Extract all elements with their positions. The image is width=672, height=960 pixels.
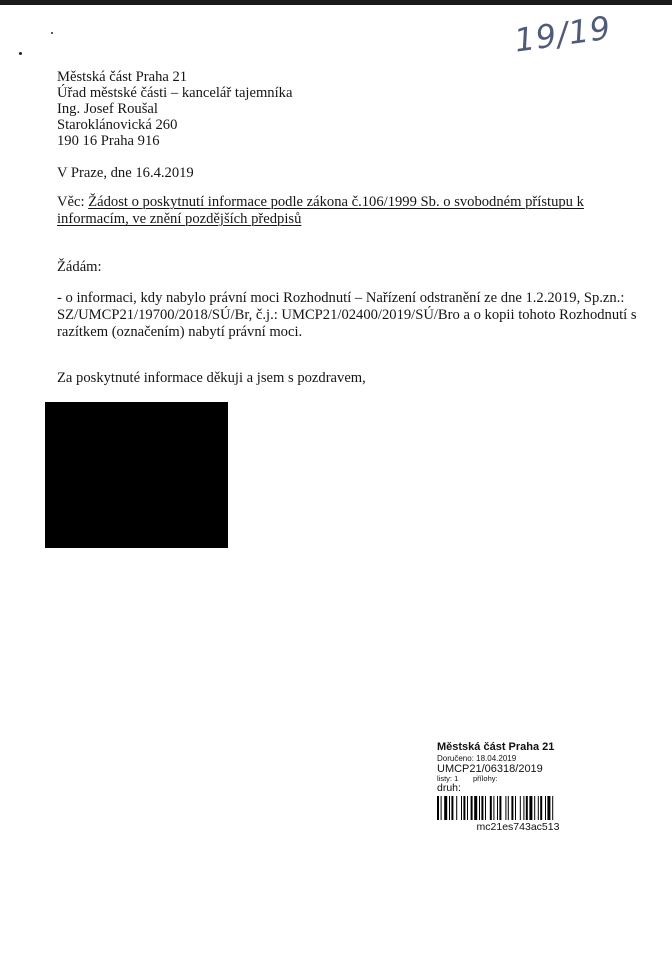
barcode-bar [467, 796, 468, 820]
recipient-street: Staroklánovická 260 [57, 117, 178, 133]
barcode-bar [437, 796, 439, 820]
barcode-bar [474, 796, 477, 820]
barcode-bar [534, 796, 535, 820]
recipient-city: 190 16 Praha 916 [57, 133, 160, 149]
barcode-bar [497, 796, 498, 820]
stamp-attachments: přílohy: [473, 774, 498, 783]
barcode-bar [444, 796, 447, 820]
subject-text-line1: Žádost o poskytnutí informace podle zákona č.106/1999 Sb. o svobodném přístupu k [88, 194, 584, 210]
barcode-bar [499, 796, 501, 820]
stamp-type: druh: [437, 782, 461, 794]
signature-redaction [45, 402, 228, 548]
scan-speck [51, 32, 53, 34]
subject-line-2 [57, 211, 301, 228]
request-heading: Žádám: [57, 259, 102, 275]
barcode-bar [485, 796, 486, 820]
stamp-delivered-date: 18.04.2019 [476, 754, 517, 763]
barcode [437, 796, 595, 820]
subject-label: Věc: [57, 194, 89, 210]
closing-line: Za poskytnuté informace děkuji a jsem s pozdravem, [57, 370, 366, 386]
request-body-line1: - o informaci, kdy nabylo právní moci Rozhodnutí – Nařízení odstranění ze dne 1.2.2019, Sp.zn.: [57, 290, 625, 306]
barcode-bar [547, 796, 550, 820]
barcode-bar [511, 796, 513, 820]
barcode-bar [540, 796, 542, 820]
subject-text-line2: informacím, ve znění pozdějších předpisů [57, 211, 302, 227]
scan-speck [19, 52, 22, 55]
request-body-line3: razítkem (označením) nabytí právní moci. [57, 324, 303, 340]
stamp-sheets: listy: 1 [437, 774, 459, 783]
barcode-bar [508, 796, 509, 820]
date-line: V Praze, dne 16.4.2019 [57, 165, 194, 181]
barcode-bar [490, 796, 492, 820]
barcode-bar [538, 796, 539, 820]
stamp-delivered-label: Doručeno: [437, 754, 474, 763]
request-body-line2: SZ/UMCP21/19700/2018/SÚ/Br, č.j.: UMCP21/02400/2019/SÚ/Bro a o kopii tohoto Rozhodnutí s [57, 307, 637, 323]
handwritten-page-number: 19/19 [512, 8, 614, 60]
receipt-stamp [437, 741, 599, 833]
barcode-bar [481, 796, 483, 820]
barcode-bar [526, 796, 528, 820]
barcode-bar [449, 796, 450, 820]
recipient-person: Ing. Josef Roušal [57, 101, 158, 117]
barcode-bar [479, 796, 480, 820]
barcode-bar [456, 796, 457, 820]
stamp-reference: UMCP21/06318/2019 [437, 763, 543, 775]
barcode-bar [505, 796, 506, 820]
subject-line [57, 194, 584, 211]
stamp-delivered [437, 754, 599, 763]
barcode-text: mc21es743ac513 [476, 821, 560, 833]
barcode-bar [461, 796, 462, 820]
barcode-bar [545, 796, 546, 820]
barcode-bar [471, 796, 473, 820]
barcode-bar [441, 796, 442, 820]
barcode-bar [529, 796, 532, 820]
barcode-bar [463, 796, 465, 820]
stamp-office: Městská část Praha 21 [437, 741, 555, 753]
barcode-bar [493, 796, 494, 820]
scan-top-edge [0, 0, 672, 5]
barcode-bar [515, 796, 516, 820]
recipient-office: Městská část Praha 21 [57, 69, 188, 85]
barcode-bar [451, 796, 453, 820]
barcode-bar [552, 796, 553, 820]
recipient-department: Úřad městské části – kancelář tajemníka [57, 85, 293, 101]
stamp-sheets-row [437, 775, 599, 783]
barcode-bar [520, 796, 521, 820]
barcode-bar [523, 796, 524, 820]
recipient-address [57, 69, 292, 149]
